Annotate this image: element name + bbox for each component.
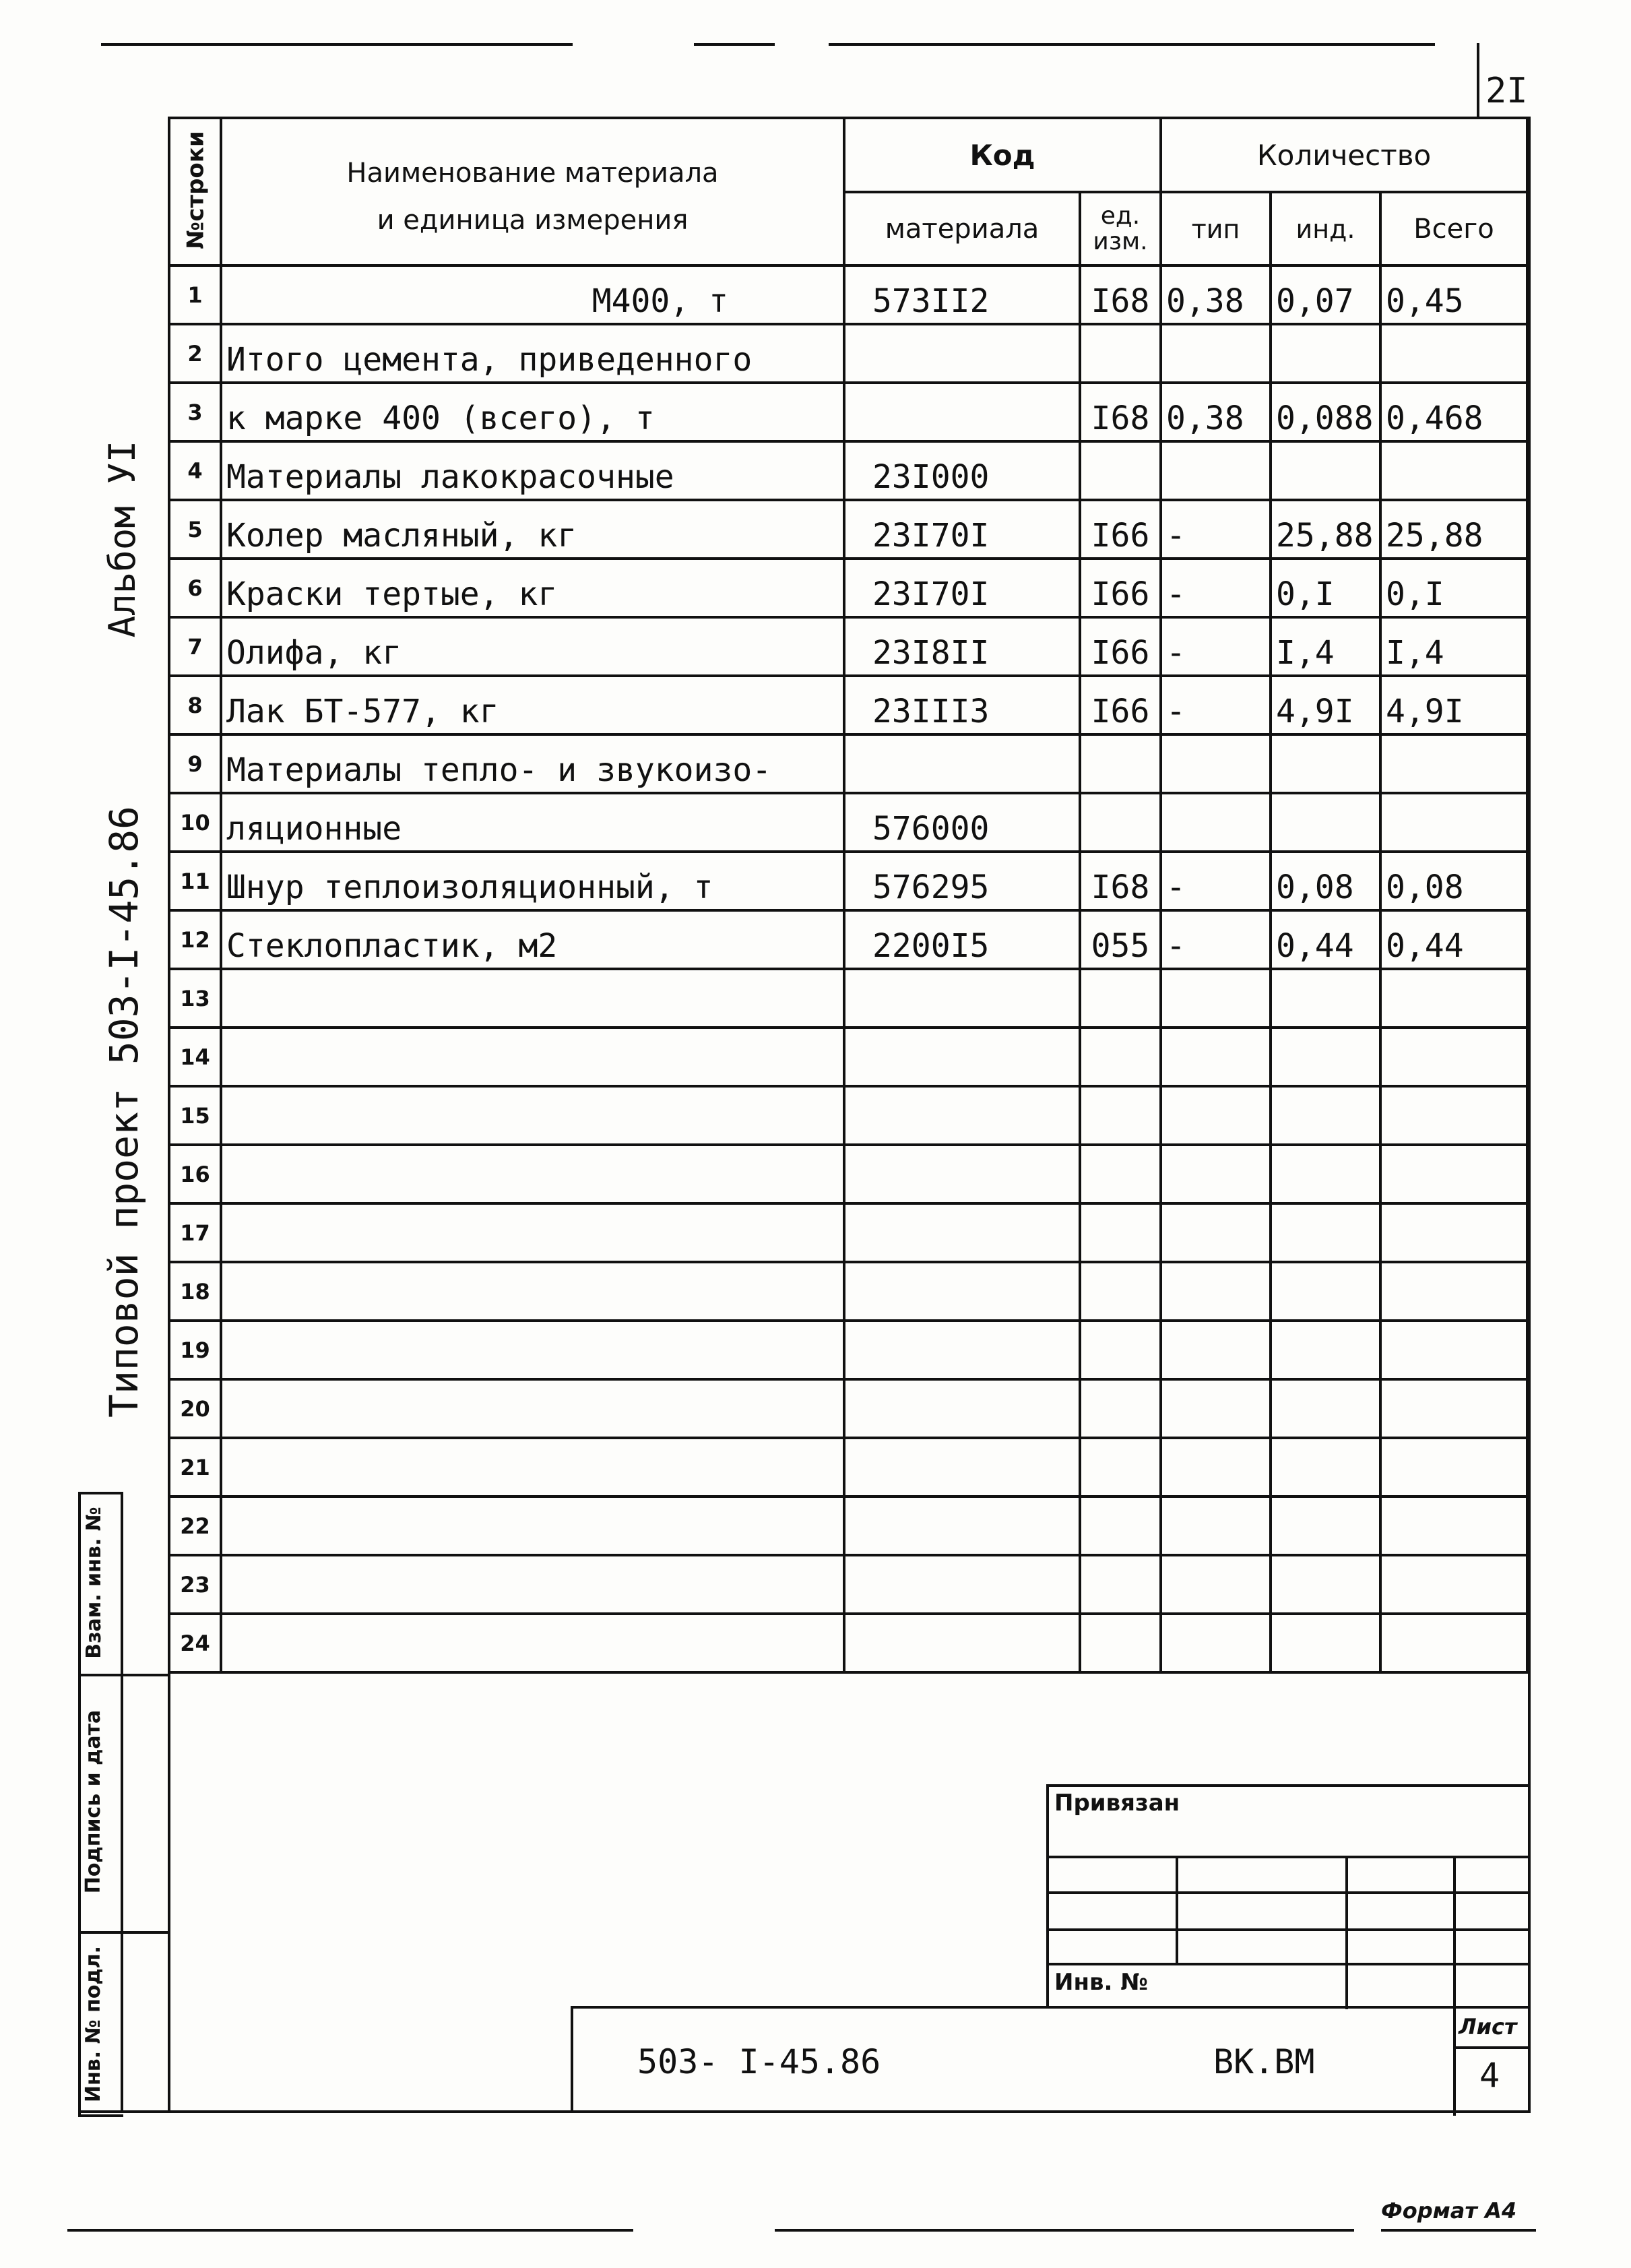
qty-total-cell — [1380, 969, 1527, 1028]
qty-total-cell: 0,468 — [1380, 383, 1527, 441]
material-name-cell: Олифа, кг — [221, 617, 844, 676]
material-name-cell: Колер масляный, кг — [221, 500, 844, 559]
unit-code-cell — [1080, 1438, 1161, 1497]
unit-code-cell — [1080, 1497, 1161, 1555]
unit-code-cell — [1080, 734, 1161, 793]
row-number-cell: 5 — [169, 500, 221, 559]
qty-typ-cell — [1161, 324, 1271, 383]
qty-ind-cell: 0,07 — [1271, 265, 1380, 324]
table-row — [169, 1086, 1527, 1145]
header-code-material: материала — [844, 192, 1080, 265]
unit-code-cell: I68 — [1080, 265, 1161, 324]
material-name-cell: Лак БТ-577, кг — [221, 676, 844, 734]
row-number-cell: 4 — [169, 441, 221, 500]
material-name-cell: к марке 400 (всего), т — [221, 383, 844, 441]
row-number-cell: 20 — [169, 1379, 221, 1438]
row-number-cell: 19 — [169, 1321, 221, 1379]
qty-ind-cell — [1271, 1262, 1380, 1321]
unit-code-cell: I66 — [1080, 500, 1161, 559]
material-code-cell: 23I70I — [844, 559, 1080, 617]
material-name-cell — [221, 1614, 844, 1672]
qty-total-cell: 0,45 — [1380, 265, 1527, 324]
header-q-typ: тип — [1161, 192, 1271, 265]
qty-total-cell — [1380, 793, 1527, 852]
qty-typ-cell: - — [1161, 617, 1271, 676]
material-name-cell: Итого цемента, приведенного — [221, 324, 844, 383]
table-row — [169, 1145, 1527, 1203]
qty-ind-cell: 0,I — [1271, 559, 1380, 617]
qty-typ-cell — [1161, 1262, 1271, 1321]
qty-typ-cell: 0,38 — [1161, 383, 1271, 441]
qty-total-cell — [1380, 1028, 1527, 1086]
material-code-cell — [844, 969, 1080, 1028]
header-q-total: Всего — [1380, 192, 1527, 265]
qty-typ-cell: - — [1161, 852, 1271, 910]
qty-total-cell: 0,08 — [1380, 852, 1527, 910]
material-name-cell — [221, 1555, 844, 1614]
row-number-cell: 1 — [169, 265, 221, 324]
material-name-cell: ляционные — [221, 793, 844, 852]
row-number-cell: 9 — [169, 734, 221, 793]
material-code-cell — [844, 1086, 1080, 1145]
table-row — [169, 676, 1527, 734]
material-name-cell: Краски тертые, кг — [221, 559, 844, 617]
row-number-cell: 16 — [169, 1145, 221, 1203]
row-number-cell: 18 — [169, 1262, 221, 1321]
table-row — [169, 324, 1527, 383]
unit-code-cell: 055 — [1080, 910, 1161, 969]
qty-total-cell — [1380, 1497, 1527, 1555]
qty-total-cell — [1380, 1203, 1527, 1262]
qty-ind-cell — [1271, 1028, 1380, 1086]
qty-total-cell — [1380, 1321, 1527, 1379]
header-code: Код — [844, 118, 1161, 192]
material-code-cell: 2200I5 — [844, 910, 1080, 969]
header-quantity: Количество — [1161, 118, 1527, 192]
row-number-cell: 8 — [169, 676, 221, 734]
material-code-cell — [844, 1438, 1080, 1497]
material-code-cell: 573II2 — [844, 265, 1080, 324]
material-code-cell — [844, 734, 1080, 793]
qty-typ-cell — [1161, 1203, 1271, 1262]
material-name-cell — [221, 1203, 844, 1262]
bottom-border-line — [67, 2229, 633, 2232]
row-number-cell: 21 — [169, 1438, 221, 1497]
sheet-label: Лист — [1459, 2014, 1517, 2040]
qty-total-cell — [1380, 1555, 1527, 1614]
unit-code-cell — [1080, 1145, 1161, 1203]
header-name: Наименование материала и единица измерения — [221, 118, 844, 265]
qty-ind-cell: 25,88 — [1271, 500, 1380, 559]
qty-typ-cell: - — [1161, 500, 1271, 559]
qty-total-cell — [1380, 1614, 1527, 1672]
qty-typ-cell — [1161, 1321, 1271, 1379]
qty-ind-cell: 0,08 — [1271, 852, 1380, 910]
header-row-number: №строки — [169, 118, 221, 265]
project-label: Типовой проект 503-I-45.86 — [101, 806, 147, 1418]
row-number-cell: 17 — [169, 1203, 221, 1262]
qty-ind-cell — [1271, 1086, 1380, 1145]
qty-ind-cell — [1271, 441, 1380, 500]
qty-typ-cell — [1161, 1086, 1271, 1145]
material-code-cell — [844, 383, 1080, 441]
row-number-cell: 22 — [169, 1497, 221, 1555]
row-number-cell: 2 — [169, 324, 221, 383]
qty-typ-cell — [1161, 441, 1271, 500]
material-name-cell: Материалы лакокрасочные — [221, 441, 844, 500]
material-code-cell — [844, 1614, 1080, 1672]
qty-ind-cell — [1271, 793, 1380, 852]
material-code-cell: 23I000 — [844, 441, 1080, 500]
header-code-unit: ед. изм. — [1080, 192, 1161, 265]
unit-code-cell — [1080, 1203, 1161, 1262]
material-code-cell — [844, 1203, 1080, 1262]
qty-ind-cell: 0,088 — [1271, 383, 1380, 441]
qty-ind-cell — [1271, 1321, 1380, 1379]
material-name-cell: Материалы тепло- и звукоизо- — [221, 734, 844, 793]
qty-typ-cell — [1161, 793, 1271, 852]
unit-code-cell — [1080, 324, 1161, 383]
table-row — [169, 441, 1527, 500]
unit-code-cell — [1080, 1614, 1161, 1672]
qty-total-cell: 0,44 — [1380, 910, 1527, 969]
material-code-cell — [844, 1145, 1080, 1203]
material-code-cell — [844, 1028, 1080, 1086]
unit-code-cell: I68 — [1080, 852, 1161, 910]
table-row — [169, 559, 1527, 617]
qty-total-cell: 0,I — [1380, 559, 1527, 617]
material-code-cell: 23I70I — [844, 500, 1080, 559]
qty-typ-cell — [1161, 1145, 1271, 1203]
qty-typ-cell: - — [1161, 910, 1271, 969]
stamp-divider — [78, 1674, 168, 1676]
qty-typ-cell — [1161, 1379, 1271, 1438]
qty-typ-cell — [1161, 969, 1271, 1028]
qty-ind-cell: 0,44 — [1271, 910, 1380, 969]
table-row — [169, 500, 1527, 559]
table-row — [169, 734, 1527, 793]
table-row — [169, 852, 1527, 910]
material-name-cell: М400, т — [221, 265, 844, 324]
unit-code-cell — [1080, 441, 1161, 500]
unit-code-cell — [1080, 1379, 1161, 1438]
qty-total-cell — [1380, 1438, 1527, 1497]
qty-total-cell — [1380, 1379, 1527, 1438]
material-name-cell — [221, 1379, 844, 1438]
unit-code-cell: I66 — [1080, 617, 1161, 676]
doc-code: 503- I-45.86 — [637, 2042, 881, 2081]
top-border-line — [694, 43, 775, 46]
top-border-line — [829, 43, 1435, 46]
privyazan-block — [1046, 1784, 1531, 2009]
qty-ind-cell — [1271, 1379, 1380, 1438]
material-name-cell — [221, 1086, 844, 1145]
header-q-ind: инд. — [1271, 192, 1380, 265]
table-row — [169, 910, 1527, 969]
qty-total-cell — [1380, 1145, 1527, 1203]
table-row — [169, 1203, 1527, 1262]
row-number-cell: 14 — [169, 1028, 221, 1086]
qty-ind-cell — [1271, 1203, 1380, 1262]
inv-no-label: Инв. № — [1054, 1969, 1149, 1996]
material-code-cell — [844, 1497, 1080, 1555]
qty-ind-cell — [1271, 1145, 1380, 1203]
unit-code-cell — [1080, 793, 1161, 852]
table-row — [169, 1321, 1527, 1379]
material-name-cell — [221, 1497, 844, 1555]
material-code-cell: 23III3 — [844, 676, 1080, 734]
qty-total-cell: I,4 — [1380, 617, 1527, 676]
qty-typ-cell — [1161, 1438, 1271, 1497]
material-code-cell: 23I8II — [844, 617, 1080, 676]
qty-total-cell — [1380, 441, 1527, 500]
frame-left-line — [168, 1671, 170, 2113]
qty-ind-cell: 4,9I — [1271, 676, 1380, 734]
qty-typ-cell — [1161, 1555, 1271, 1614]
stamp-vzam-inv: Взам. инв. № — [82, 1507, 106, 1659]
qty-ind-cell — [1271, 1438, 1380, 1497]
qty-ind-cell — [1271, 1614, 1380, 1672]
row-number-cell: 7 — [169, 617, 221, 676]
material-code-cell — [844, 324, 1080, 383]
table-row — [169, 1614, 1527, 1672]
row-number-cell: 6 — [169, 559, 221, 617]
material-name-cell — [221, 1028, 844, 1086]
qty-total-cell — [1380, 734, 1527, 793]
qty-typ-cell: 0,38 — [1161, 265, 1271, 324]
row-number-cell: 13 — [169, 969, 221, 1028]
material-code-cell: 576295 — [844, 852, 1080, 910]
qty-ind-cell — [1271, 1555, 1380, 1614]
material-code-cell — [844, 1379, 1080, 1438]
sheet-number: 4 — [1479, 2056, 1500, 2095]
table-row — [169, 1379, 1527, 1438]
table-row — [169, 1555, 1527, 1614]
material-name-cell — [221, 1145, 844, 1203]
row-number-cell: 10 — [169, 793, 221, 852]
row-number-cell: 15 — [169, 1086, 221, 1145]
page-number: 2I — [1485, 71, 1528, 111]
album-label: Альбом УI — [101, 440, 143, 638]
qty-ind-cell — [1271, 1497, 1380, 1555]
material-code-cell — [844, 1555, 1080, 1614]
row-number-cell: 11 — [169, 852, 221, 910]
unit-code-cell — [1080, 1086, 1161, 1145]
stamp-inv-podl: Инв. № подл. — [82, 1945, 105, 2103]
material-name-cell: Стеклопластик, м2 — [221, 910, 844, 969]
qty-total-cell — [1380, 1262, 1527, 1321]
table-row — [169, 1028, 1527, 1086]
stamp-divider — [121, 1492, 123, 2112]
qty-typ-cell — [1161, 1028, 1271, 1086]
material-code-cell — [844, 1321, 1080, 1379]
material-code-cell — [844, 1262, 1080, 1321]
qty-ind-cell: I,4 — [1271, 617, 1380, 676]
doc-mark: ВК.ВМ — [1213, 2042, 1315, 2081]
unit-code-cell: I66 — [1080, 559, 1161, 617]
material-spec-table — [168, 117, 1529, 1674]
unit-code-cell: I68 — [1080, 383, 1161, 441]
table-row — [169, 969, 1527, 1028]
material-name-cell — [221, 969, 844, 1028]
right-frame-line — [1477, 43, 1479, 117]
qty-ind-cell — [1271, 969, 1380, 1028]
material-name-cell — [221, 1262, 844, 1321]
unit-code-cell — [1080, 1555, 1161, 1614]
material-name-cell — [221, 1438, 844, 1497]
table-row — [169, 1438, 1527, 1497]
row-number-cell: 24 — [169, 1614, 221, 1672]
row-number-cell: 3 — [169, 383, 221, 441]
qty-total-cell: 25,88 — [1380, 500, 1527, 559]
row-number-cell: 23 — [169, 1555, 221, 1614]
qty-ind-cell — [1271, 734, 1380, 793]
qty-typ-cell — [1161, 734, 1271, 793]
table-row — [169, 383, 1527, 441]
qty-total-cell: 4,9I — [1380, 676, 1527, 734]
bottom-border-line — [775, 2229, 1354, 2232]
stamp-podpis-data: Подпись и дата — [82, 1709, 105, 1894]
qty-ind-cell — [1271, 324, 1380, 383]
material-name-cell — [221, 1321, 844, 1379]
unit-code-cell — [1080, 1262, 1161, 1321]
unit-code-cell — [1080, 1028, 1161, 1086]
unit-code-cell: I66 — [1080, 676, 1161, 734]
unit-code-cell — [1080, 1321, 1161, 1379]
top-border-line — [101, 43, 573, 46]
table-row — [169, 793, 1527, 852]
qty-typ-cell: - — [1161, 676, 1271, 734]
bottom-border-line — [1381, 2229, 1536, 2232]
doc-stamp-block — [571, 2006, 1531, 2113]
table-row — [169, 265, 1527, 324]
table-row — [169, 1497, 1527, 1555]
material-name-cell: Шнур теплоизоляционный, т — [221, 852, 844, 910]
qty-typ-cell: - — [1161, 559, 1271, 617]
material-code-cell: 576000 — [844, 793, 1080, 852]
qty-typ-cell — [1161, 1497, 1271, 1555]
format-label: Формат А4 — [1381, 2198, 1517, 2224]
table-row — [169, 1262, 1527, 1321]
qty-total-cell — [1380, 1086, 1527, 1145]
unit-code-cell — [1080, 969, 1161, 1028]
table-row — [169, 617, 1527, 676]
qty-total-cell — [1380, 324, 1527, 383]
qty-typ-cell — [1161, 1614, 1271, 1672]
row-number-cell: 12 — [169, 910, 221, 969]
privyazan-label: Привязан — [1054, 1790, 1180, 1817]
